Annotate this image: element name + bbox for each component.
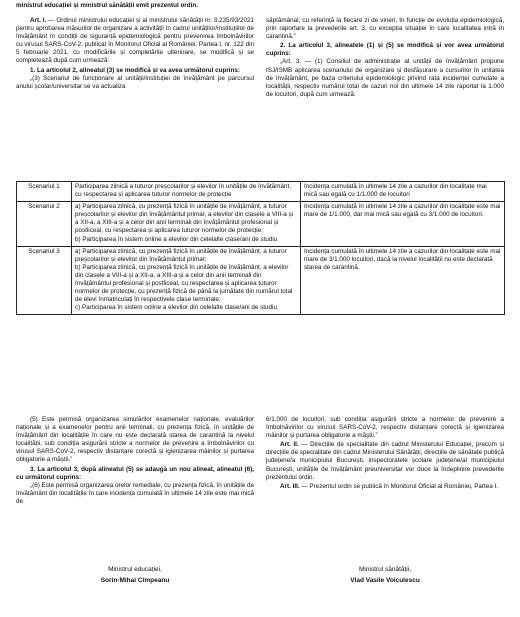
point-1-text: „(3) Scenariul de funcționare al unității/instituției de învățământ pe parcursul anului școlar/universitar se va actualiza (16, 74, 254, 90)
table-row (17, 202, 505, 246)
paragraph-6: „(6) Este permisă organizarea orelor remediale, cu prezența fizică, în unitățile de învățământ din localitățile în care incidența cumulată în ultimele 14 zile este mai mică de (16, 481, 254, 505)
scenario-label: Scenariul 1 (17, 182, 72, 202)
scenario-description: a) Participarea zilnică, cu prezență fizică în unitățile de învățământ, a tuturor preșcolarilor și elevilor din învățământul primar; b) Participarea zilnică, cu prezență fizică în unitățile de învățământ, a elevilor din clasele a VIII-a și a XII-a, a XIII-a și a celor din anii terminali din învățământul profesional și postliceal, cu respectarea și aplicarea tuturor normelor de protecție, cu prezență fizică de până la jumătate din numărul total de elevi înmatriculați în respectivele clase terminale; c) Participarea în sistem online a elevilor din celelalte clase/ani de studiu (72, 246, 301, 315)
intro-line: ministrul educației și ministrul sănătății emit prezentul ordin. (16, 2, 198, 9)
point-2-heading: 2. La articolul 3, alineatele (1) și (5) se modifică și vor avea următorul cuprins: (266, 42, 504, 58)
scenario-condition: Incidența cumulată în ultimele 14 zile a cazurilor din localitate este mai mare de 1/1.000, dar mai mică sau egală cu 3/1.000 de locuitori. (301, 202, 505, 246)
article-2-paragraph (266, 441, 504, 481)
signature-title: Ministrul sănătății, (358, 566, 412, 573)
table-row (17, 246, 505, 315)
scenario-condition: Incidența cumulată în ultimele 14 zile a cazurilor din localitate este mai mare de 3/1.000 locuitori, dacă la nivelul localității nu este declarată starea de carantină. (301, 246, 505, 315)
scenario-description: a) Participarea zilnică, cu prezență fizică în unitățile de învățământ, a tuturor preșcolarilor și elevilor din învățământul primar, a elevilor din clasele a VIII-a și a XII-a, a XIII-a și a celor din anii terminali din învățământul profesional și postliceal, cu respectarea și aplicarea tuturor normelor de protecție; b) Participarea în sistem online a elevilor din celelalte clase/ani de studiu (72, 202, 301, 246)
article-3-label: Art. III. (280, 482, 300, 490)
scenario-condition: Incidența cumulată în ultimele 14 zile a cazurilor din localitate mai mică sau egală cu 1/1.000 de locuitori (301, 182, 505, 202)
article-1-text: — Ordinul ministrului educației și al ministrului sănătății nr. 3.235/93/2021 pentru aprobarea măsurilor de organizare a activității în cadrul unităților/instituțiilor de învățământ în condiții de siguranță epidemiologică pentru prevenirea îmbolnăvirilor cu virusul SARS-CoV-2, publicat în Monitorul Oficial al României, Partea I, nr. 122 din 5 februarie 2021, cu modificările și completările ulterioare, se modifică și se completează după cum urmează: (16, 17, 255, 65)
article-2-text: — Direcțiile de specialitate din cadrul Ministerului Educației, precum și direcțiile de specialitate din cadrul Ministerului Sănătății, direcțiile de sănătate publică județene/a municipiului București, inspectoratele școlare județene/al municipiului București, unitățile de învățământ preuniversitar vor duce la îndeplinire prevederile prezentului ordin. (266, 441, 504, 481)
point-3-heading: 3. La articolul 3, după alineatul (5) se adaugă un nou alineat, alineatul (6), cu următorul cuprins: (16, 465, 254, 481)
signature-health-minister (266, 566, 504, 585)
bottom-right-column (266, 416, 504, 491)
table-row (17, 182, 505, 202)
article-1-label: Art. I. (30, 17, 47, 24)
scenario-description: Participarea zilnică a tuturor preșcolarilor și elevilor în unitățile de învățământ, cu respectarea și aplicarea tuturor normelor de protecție (72, 182, 301, 202)
paragraph-5: (5) Este permisă organizarea simulărilor examenelor naționale, evaluărilor naționale și a examenelor pentru anii terminali, cu prezența fizică, în unitățile de învățământ din localitățile în care nu este declarată starea de carantină la nivelul localității, sub condiția asigurării stricte a normelor de prevenire a îmbolnăvirilor cu virusul SARS-CoV-2, respectiv distanțare corectă și igienizarea mâinilor și purtarea obligatorie a măștii.” (16, 416, 254, 464)
point-1-heading: 1. La articolul 2, alineatul (3) se modifică și va avea următorul cuprins: (30, 66, 240, 74)
signature-name: Sorin-Mihai Cîmpeanu (100, 577, 170, 585)
top-right-column (266, 17, 504, 99)
scenario-table (16, 181, 505, 315)
article-3-paragraph: „Art. 3. — (1) Consiliul de administrație al unității de învățământ propune ISJ/ISMB aplicarea scenariului de organizare și desfășurare a cursurilor în unitatea de învățământ, pe baza criteriului epidemiologic privind rata incidenței cumulate a localității, respectiv numărul total de cazuri noi din ultimele 14 zile raportat la 1.000 de locuitori, după cum urmează: (266, 58, 504, 98)
scenario-label: Scenariul 3 (17, 246, 72, 315)
signature-title: Ministrul educației, (108, 566, 162, 573)
bottom-left-column (16, 416, 254, 506)
article-2-label: Art. II. (280, 441, 299, 449)
article-3-final-text: — Prezentul ordin se publică în Monitorul Oficial al României, Partea I. (299, 482, 499, 490)
top-left-column (16, 17, 254, 91)
article-3-final-paragraph (266, 483, 504, 491)
scenario-label: Scenariul 2 (17, 202, 72, 246)
continuation-text: săptămânal, cu referință la fiecare zi de vineri, în funcție de evoluția epidemiologică, prin raportare la prevederile art. 3, cu excepția situației în care localitatea intră în carantină.” (266, 17, 504, 41)
signature-education-minister (16, 566, 254, 585)
continuation-text: 6/1.000 de locuitori, sub condiția asigurării stricte a normelor de prevenire a îmbolnăvirilor cu virusul SARS-CoV-2, respectiv distanțare corectă și igienizarea mâinilor și purtarea obligatorie a măștii.” (266, 416, 504, 440)
signature-name: Vlad Vasile Voiculescu (350, 577, 420, 585)
article-1-paragraph (16, 17, 254, 66)
